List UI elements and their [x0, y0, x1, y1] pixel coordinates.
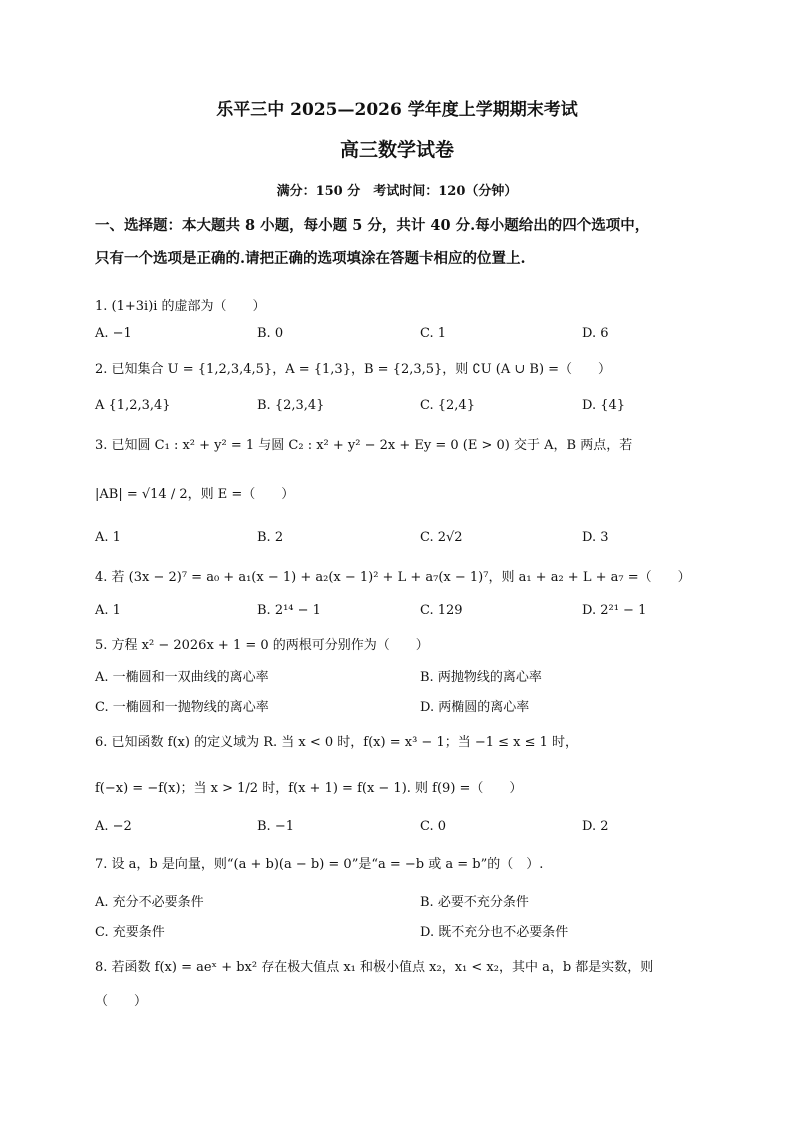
question-5-option-a: A. 一椭圆和一双曲线的离心率 [95, 670, 269, 685]
question-7-stem: 7. 设 a，b 是向量，则“(a + b)(a − b) = 0”是“a = −b 或 a = b”的（ ）. [95, 857, 544, 872]
question-4-option-a: A. 1 [95, 603, 121, 618]
question-6-option-a: A. −2 [95, 819, 132, 834]
question-1-option-a: A. −1 [95, 326, 132, 341]
question-7-option-b: B. 必要不充分条件 [420, 895, 529, 910]
question-2-option-a: A {1,2,3,4} [95, 398, 171, 413]
question-8-stem: 8. 若函数 f(x) = aeˣ + bx² 存在极大值点 x₁ 和极小值点 x₂，x₁ < x₂，其中 a，b 都是实数，则 [95, 960, 654, 975]
question-7-option-d: D. 既不充分也不必要条件 [420, 925, 569, 940]
question-6-stem-cont: f(−x) = −f(x)；当 x > 1/2 时，f(x + 1) = f(x − 1). 则 f(9) =（ ） [95, 781, 523, 796]
question-3-option-a: A. 1 [95, 530, 121, 545]
question-3-option-d: D. 3 [582, 530, 609, 545]
question-5-option-d: D. 两椭圆的离心率 [420, 700, 530, 715]
question-1-option-b: B. 0 [257, 326, 284, 341]
question-3-stem: 3. 已知圆 C₁ : x² + y² = 1 与圆 C₂ : x² + y² − 2x + Ey = 0 (E > 0) 交于 A，B 两点，若 [95, 438, 633, 453]
exam-info: 满分：150 分 考试时间：120（分钟） [276, 184, 518, 199]
question-7-option-a: A. 充分不必要条件 [95, 895, 204, 910]
question-5-option-b: B. 两抛物线的离心率 [420, 670, 542, 685]
question-4-option-c: C. 129 [420, 603, 463, 618]
section-heading-line2: 只有一个选项是正确的.请把正确的选项填涂在答题卡相应的位置上. [95, 250, 526, 267]
question-3-stem-cont: |AB| = √14 / 2，则 E =（ ） [95, 487, 295, 502]
question-6-option-b: B. −1 [257, 819, 294, 834]
question-3-option-b: B. 2 [257, 530, 284, 545]
question-1-stem: 1. (1+3i)i 的虚部为（ ） [95, 299, 266, 314]
question-1-option-d: D. 6 [582, 326, 609, 341]
question-5-stem: 5. 方程 x² − 2026x + 1 = 0 的两根可分别作为（ ） [95, 638, 429, 653]
question-6-stem: 6. 已知函数 f(x) 的定义域为 R. 当 x < 0 时，f(x) = x³ − 1；当 −1 ≤ x ≤ 1 时， [95, 735, 579, 750]
question-7-option-c: C. 充要条件 [95, 925, 165, 940]
exam-title: 乐平三中 2025—2026 学年度上学期期末考试 [216, 100, 578, 120]
question-2-option-c: C. {2,4} [420, 398, 475, 413]
question-2-option-b: B. {2,3,4} [257, 398, 325, 413]
section-heading-line1: 一、选择题：本大题共 8 小题，每小题 5 分，共计 40 分.每小题给出的四个选项中， [95, 217, 650, 234]
question-4-stem: 4. 若 (3x − 2)⁷ = a₀ + a₁(x − 1) + a₂(x − 1)² + L + a₇(x − 1)⁷，则 a₁ + a₂ + L + a₇ =（ ） [95, 570, 691, 585]
question-5-option-c: C. 一椭圆和一抛物线的离心率 [95, 700, 269, 715]
exam-subtitle: 高三数学试卷 [339, 139, 454, 161]
question-6-option-d: D. 2 [582, 819, 609, 834]
question-2-option-d: D. {4} [582, 398, 626, 413]
question-1-option-c: C. 1 [420, 326, 447, 341]
question-6-option-c: C. 0 [420, 819, 447, 834]
question-2-stem: 2. 已知集合 U = {1,2,3,4,5}，A = {1,3}，B = {2,3,5}，则 ∁U (A ∪ B) =（ ） [95, 362, 612, 377]
question-3-option-c: C. 2√2 [420, 530, 463, 545]
question-4-option-b: B. 2¹⁴ − 1 [257, 603, 321, 618]
question-8-stem-cont: （ ） [95, 994, 148, 1009]
question-4-option-d: D. 2²¹ − 1 [582, 603, 647, 618]
